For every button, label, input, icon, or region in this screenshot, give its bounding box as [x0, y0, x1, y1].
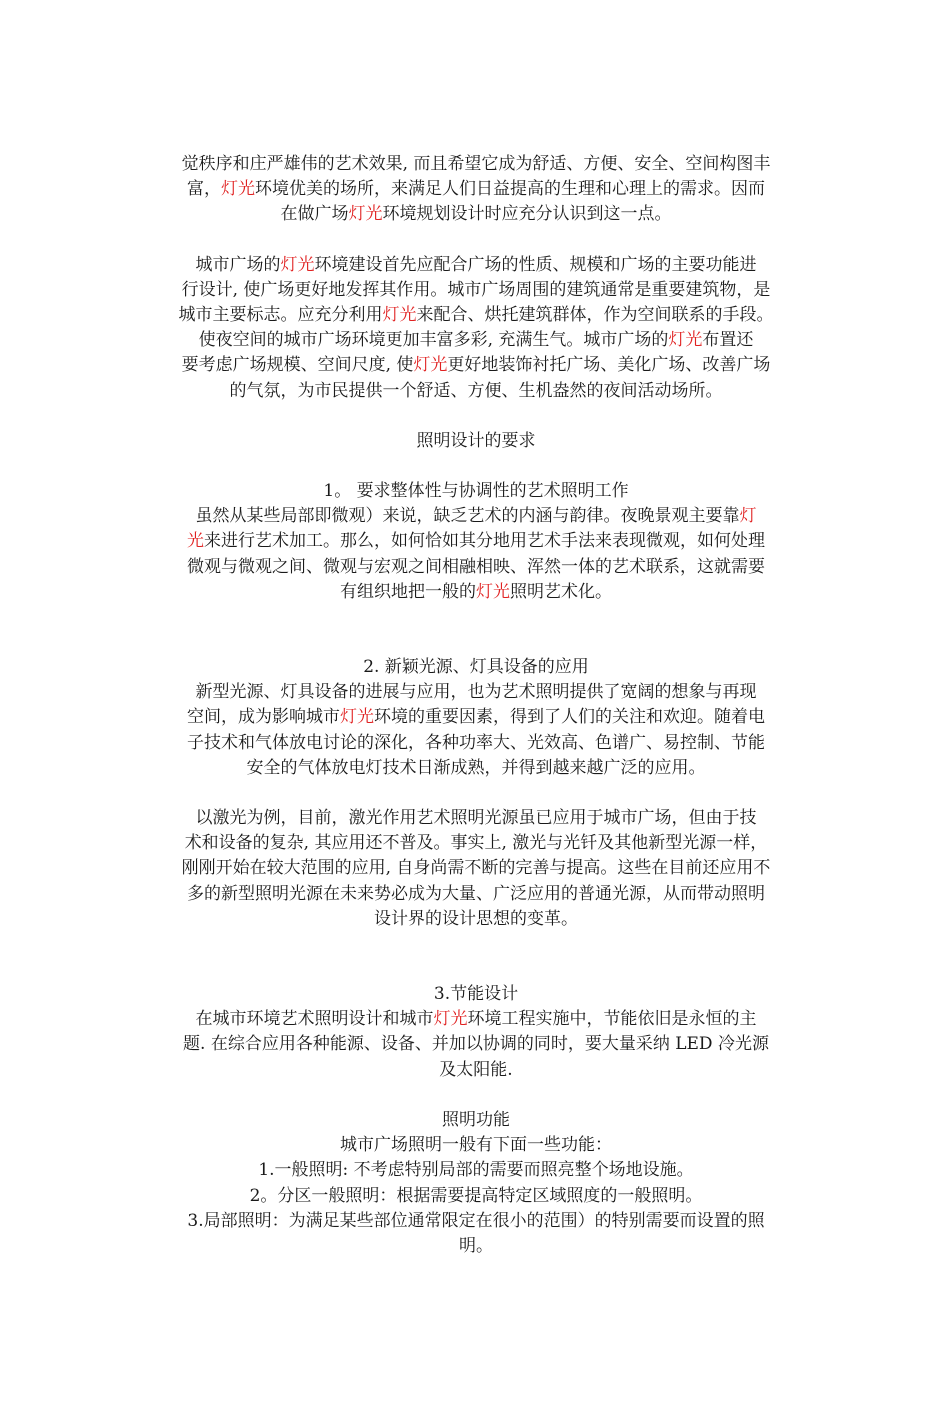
- text-line: [146, 253, 806, 278]
- section-new-light-sources: [146, 655, 806, 781]
- heading-design-requirements: [146, 429, 806, 454]
- text-segment: 3.节能设计: [433, 984, 519, 1005]
- keyword-highlight: 灯光: [348, 204, 383, 225]
- text-line: [146, 177, 806, 202]
- text-line: [146, 731, 806, 756]
- text-segment: 在做广场: [280, 204, 349, 225]
- keyword-highlight: 灯光: [221, 179, 255, 200]
- text-line: [146, 1209, 806, 1234]
- text-segment: 明。: [459, 1235, 493, 1256]
- text-line: [146, 680, 806, 705]
- keyword-highlight: 灯光: [280, 254, 315, 275]
- keyword-highlight: 灯光: [476, 581, 510, 602]
- text-line: [146, 202, 806, 227]
- text-segment: 环境优美的场所，来满足人们日益提高的生理和心理上的需求。因而: [255, 179, 765, 200]
- text-segment: 照明功能: [442, 1109, 510, 1130]
- keyword-highlight: 灯光: [413, 355, 448, 376]
- text-segment: 环境规划设计时应充分认识到这一点。: [382, 204, 672, 225]
- text-segment: 布置还: [702, 330, 754, 351]
- text-line: [146, 353, 806, 378]
- text-line: [146, 504, 806, 529]
- text-line: [146, 379, 806, 404]
- text-segment: 多的新型照明光源在未来势必成为大量、广泛应用的普通光源，从而带动照明: [187, 883, 765, 904]
- text-segment: 安全的气体放电灯技术日渐成熟，并得到越来越广泛的应用。: [246, 757, 706, 778]
- text-line: [146, 856, 806, 881]
- text-line: [146, 278, 806, 303]
- paragraph-intro: [146, 152, 806, 228]
- text-segment: 及太阳能.: [439, 1059, 513, 1080]
- text-segment: 来进行艺术加工。那么，如何恰如其分地用艺术手法来表现微观，如何处理: [204, 531, 765, 552]
- text-line: [146, 1234, 806, 1259]
- text-segment: 1.一般照明: 不考虑特别局部的需要而照亮整个场地设施。: [258, 1160, 694, 1181]
- text-segment: 子技术和气体放电讨论的深化，各种功率大、光效高、色谱广、易控制、节能: [187, 732, 765, 753]
- text-segment: 行设计, 使广场更好地发挥其作用。城市广场周围的建筑通常是重要建筑物，是: [181, 279, 771, 300]
- text-line: [146, 555, 806, 580]
- text-segment: 使夜空间的城市广场环境更加丰富多彩, 充满生气。城市广场的: [198, 330, 669, 351]
- text-line: [146, 1108, 806, 1133]
- text-segment: 微观与微观之间、微观与宏观之间相融相映、浑然一体的艺术联系，这就需要: [187, 556, 765, 577]
- text-segment: 城市广场照明一般有下面一些功能：: [340, 1135, 612, 1156]
- text-line: [146, 1184, 806, 1209]
- text-segment: 的气氛，为市民提供一个舒适、方便、生机盎然的夜间活动场所。: [229, 380, 723, 401]
- text-line: [146, 152, 806, 177]
- keyword-highlight: 灯: [739, 506, 757, 527]
- text-line: [146, 479, 806, 504]
- keyword-highlight: 灯光: [668, 330, 703, 351]
- text-segment: 环境工程实施中，节能依旧是永恒的主: [467, 1009, 757, 1030]
- text-segment: 觉秩序和庄严雄伟的艺术效果, 而且希望它成为舒适、方便、安全、空间构图丰: [181, 154, 771, 174]
- text-segment: 更好地装饰衬托广场、美化广场、改善广场: [447, 355, 771, 376]
- text-segment: 2. 新颖光源、灯具设备的应用: [363, 657, 589, 678]
- text-segment: 照明设计的要求: [416, 430, 536, 451]
- text-line: [146, 756, 806, 781]
- text-segment: 刚刚开始在较大范围的应用, 自身尚需不断的完善与提高。这些在目前还应用不: [181, 858, 771, 879]
- text-line: [146, 806, 806, 831]
- text-segment: 3.局部照明：为满足某些部位通常限定在很小的范围）的特别需要而设置的照: [187, 1210, 765, 1231]
- section-energy-saving: [146, 982, 806, 1083]
- text-line: [146, 429, 806, 454]
- keyword-highlight: 灯光: [433, 1009, 468, 1030]
- text-line: [146, 1158, 806, 1183]
- text-segment: 城市广场的: [195, 254, 281, 275]
- text-segment: 富，: [187, 179, 221, 200]
- text-line: [146, 705, 806, 730]
- text-line: [146, 1032, 806, 1057]
- text-segment: 环境的重要因素，得到了人们的关注和欢迎。随着电: [374, 707, 765, 728]
- paragraph-plaza-lighting: [146, 253, 806, 404]
- text-line: [146, 907, 806, 932]
- text-segment: 虽然从某些局部即微观）来说，缺乏艺术的内涵与韵律。夜晚景观主要靠: [195, 506, 740, 527]
- section-lighting-functions: [146, 1108, 806, 1259]
- text-line: [146, 1058, 806, 1083]
- text-segment: 以激光为例，目前，激光作用艺术照明光源虽已应用于城市广场，但由于技: [195, 808, 757, 829]
- text-line: [146, 529, 806, 554]
- text-line: [146, 1007, 806, 1032]
- text-line: [146, 580, 806, 605]
- text-line: [146, 831, 806, 856]
- text-segment: 1。 要求整体性与协调性的艺术照明工作: [323, 481, 629, 502]
- text-line: [146, 882, 806, 907]
- text-segment: 照明艺术化。: [510, 581, 612, 602]
- section-artistic-lighting: [146, 479, 806, 605]
- text-segment: 来配合、烘托建筑群体，作为空间联系的手段。: [416, 305, 774, 326]
- document-page: [146, 152, 806, 1259]
- text-line: [146, 1133, 806, 1158]
- keyword-highlight: 灯光: [382, 305, 417, 326]
- text-segment: 有组织地把一般的: [340, 581, 476, 602]
- keyword-highlight: 灯光: [340, 707, 374, 728]
- text-segment: 空间，成为影响城市: [187, 707, 340, 728]
- keyword-highlight: 光: [187, 531, 204, 552]
- text-line: [146, 982, 806, 1007]
- text-segment: 设计界的设计思想的变革。: [374, 908, 578, 929]
- text-segment: 要考虑广场规模、空间尺度, 使: [181, 355, 414, 376]
- text-segment: 新型光源、灯具设备的进展与应用，也为艺术照明提供了宽阔的想象与再现: [195, 682, 757, 703]
- text-segment: 题. 在综合应用各种能源、设备、并加以协调的同时，要大量采纳 LED 冷光源: [183, 1034, 769, 1055]
- paragraph-laser-example: [146, 806, 806, 932]
- text-line: [146, 328, 806, 353]
- text-segment: 术和设备的复杂, 其应用还不普及。事实上, 激光与光钎及其他新型光源一样，: [184, 833, 768, 854]
- text-segment: 在城市环境艺术照明设计和城市: [195, 1009, 434, 1030]
- text-line: [146, 303, 806, 328]
- text-segment: 城市主要标志。应充分利用: [178, 305, 383, 326]
- text-line: [146, 655, 806, 680]
- text-segment: 2。分区一般照明：根据需要提高特定区域照度的一般照明。: [249, 1185, 703, 1206]
- text-segment: 环境建设首先应配合广场的性质、规模和广场的主要功能进: [314, 254, 757, 275]
